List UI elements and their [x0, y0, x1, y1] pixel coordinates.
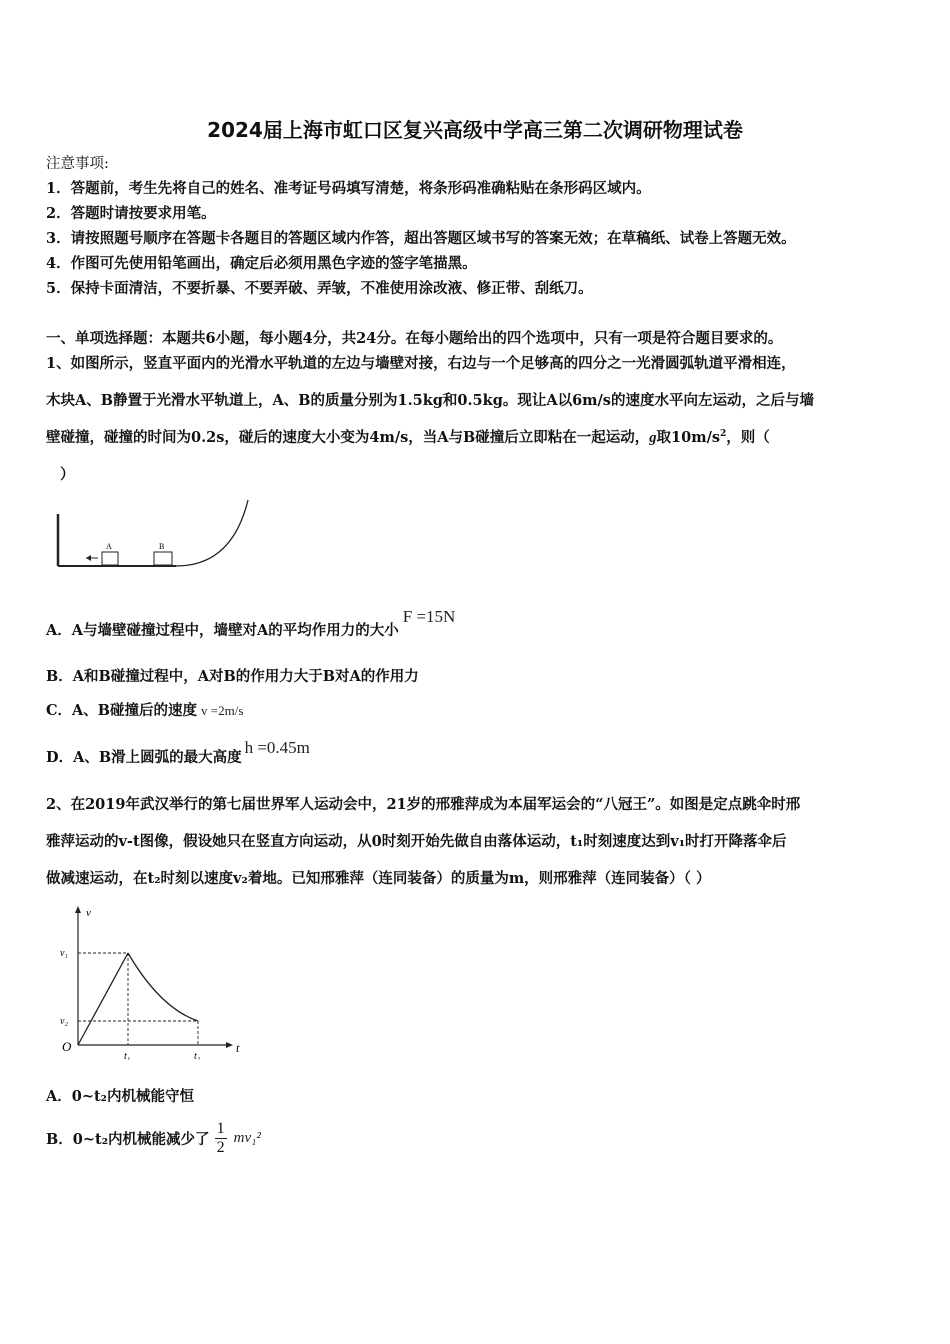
q1-option-d: D．A、B滑上圆弧的最大高度h =0.45m: [46, 738, 310, 766]
notice-item-1: 1．答题前，考生先将自己的姓名、准考证号码填写清楚，将条形码准确粘贴在条形码区域内。: [46, 180, 651, 197]
q1-option-b: B．A和B碰撞过程中，A对B的作用力大于B对A的作用力: [46, 668, 419, 685]
notice-item-5: 5．保持卡面清洁，不要折暴、不要弄破、弄皱，不准使用涂改液、修正带、刮纸刀。: [46, 280, 593, 297]
block-b-label: B: [159, 542, 165, 551]
notice-item-3: 3．请按照题号顺序在答题卡各题目的答题区域内作答，超出答题区域书写的答案无效；在草稿纸、试卷上答题无效。: [46, 230, 796, 247]
t2-label: t₂: [194, 1051, 201, 1060]
v1-label: v₁: [60, 948, 68, 959]
q2-line-3: 做减速运动，在t₂时刻以速度v₂着地。已知邢雅萍（连同装备）的质量为m，则邢雅萍（连同装备）（ ）: [46, 870, 711, 887]
section-heading: 一、单项选择题：本题共6小题，每小题4分，共24分。在每小题给出的四个选项中，只有一项是符合题目要求的。: [46, 330, 783, 347]
v2-label: v₂: [60, 1016, 68, 1027]
origin-label: O: [62, 1039, 72, 1054]
notice-heading: 注意事项:: [46, 156, 109, 172]
q1-close-paren: ）: [60, 466, 75, 483]
vt-graph: [50, 900, 250, 1060]
q2-line-2: 雅萍运动的v-t图像，假设她只在竖直方向运动，从0时刻开始先做自由落体运动，t₁时刻速度达到v₁时打开降落伞后: [46, 833, 787, 850]
t1-label: t₁: [124, 1051, 131, 1060]
q2-line-1: 2、在2019年武汉举行的第七届世界军人运动会中，21岁的邢雅萍成为本届军运会的“八冠王”。如图是定点跳伞时邢: [46, 796, 801, 813]
notice-item-4: 4．作图可先使用铅笔画出，确定后必须用黑色字迹的签字笔描黑。: [46, 255, 477, 272]
q1-line-2: 木块A、B静置于光滑水平轨道上，A、B的质量分别为1.5kg和0.5kg。现让A以6m/s的速度水平向左运动，之后与墙: [46, 392, 814, 409]
q1-option-a: A．A与墙壁碰撞过程中，墙壁对A的平均作用力的大小F =15N: [46, 607, 456, 639]
q1-figure: [50, 478, 260, 570]
q2-option-b: B．0~t₂内机械能减少了 $\frac{1}{2}$ mv₁²: [46, 1120, 261, 1156]
block-a-label: A: [106, 542, 112, 551]
notice-item-2: 2．答题时请按要求用笔。: [46, 205, 216, 222]
axis-t-label: t: [236, 1041, 240, 1055]
q2-option-a: A．0~t₂内机械能守恒: [46, 1088, 195, 1105]
axis-v-label: v: [86, 907, 91, 919]
q1-option-c: C．A、B碰撞后的速度 v =2m/s: [46, 702, 244, 719]
page-title: 2024届上海市虹口区复兴高级中学高三第二次调研物理试卷: [207, 118, 743, 142]
q1-line-1: 1、如图所示，竖直平面内的光滑水平轨道的左边与墙壁对接，右边与一个足够高的四分之一光滑圆弧轨道平滑相连，: [46, 355, 796, 372]
q1-line-3: 壁碰撞，碰撞的时间为0.2s，碰后的速度大小变为4m/s，当A与B碰撞后立即粘在一起运动，g取$10m/s^2$，则（: [46, 429, 770, 446]
